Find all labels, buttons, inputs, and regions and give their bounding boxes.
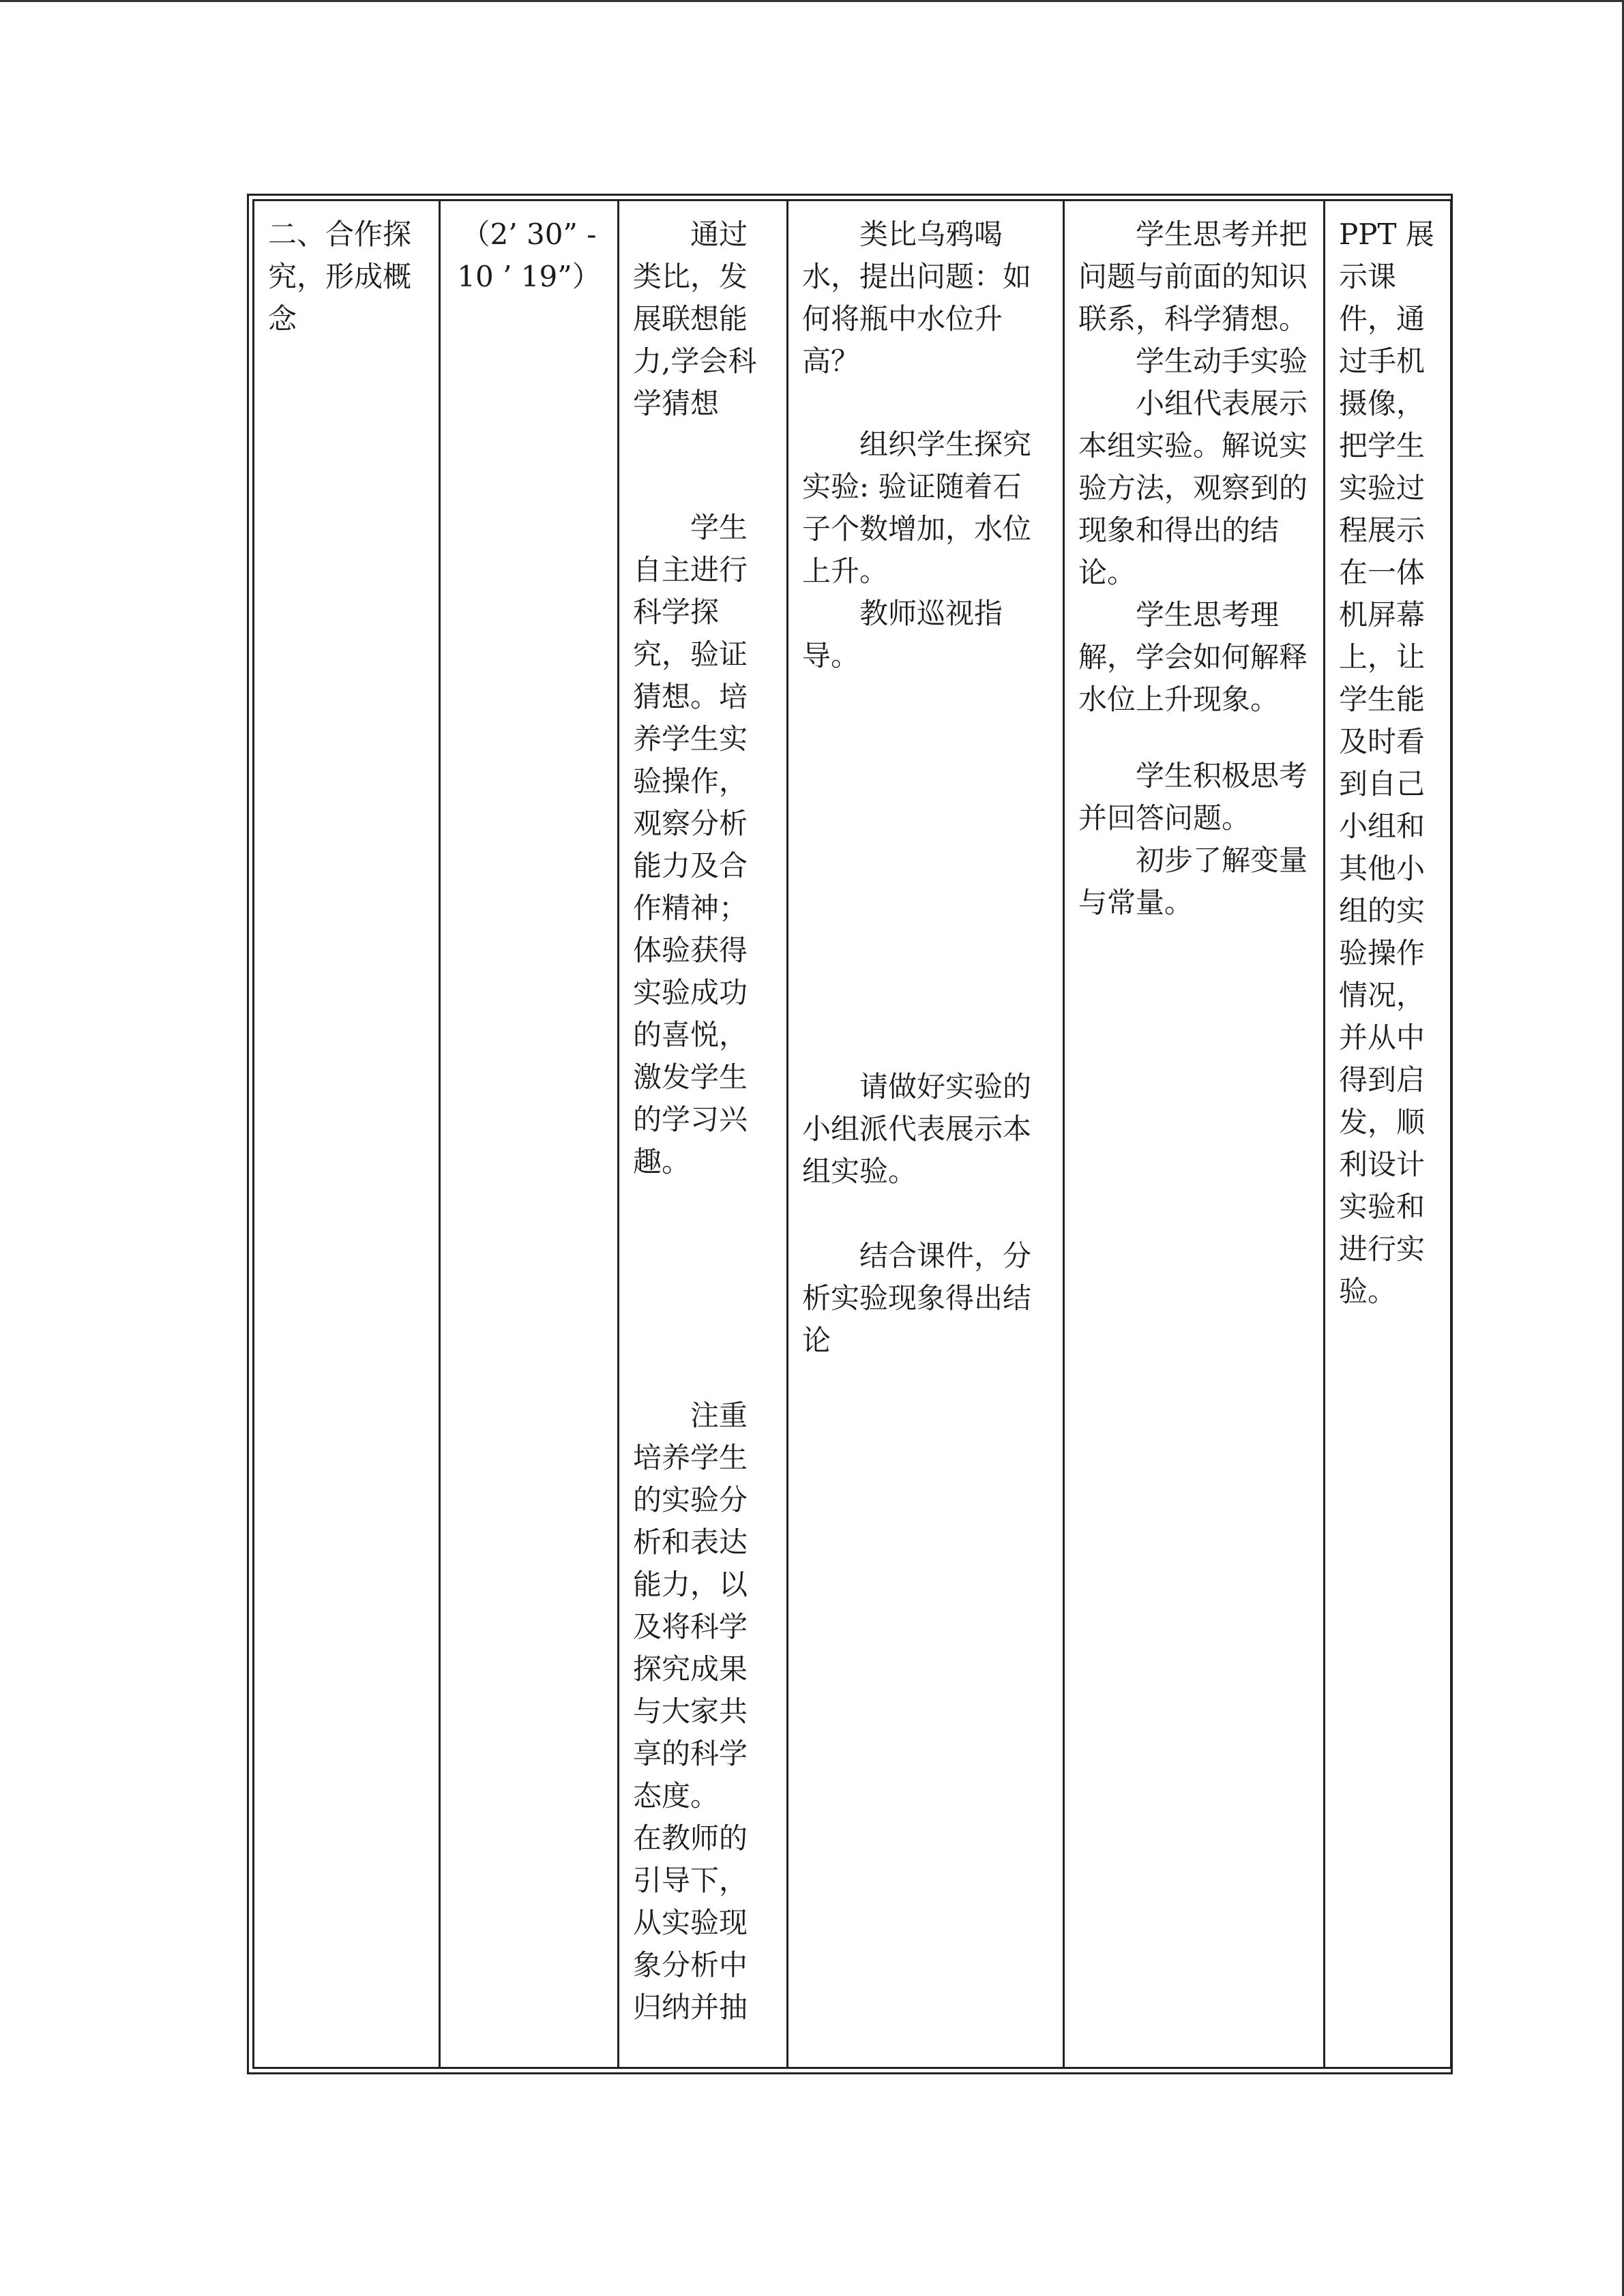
teacher-paragraph: 教师巡视指导。 bbox=[802, 597, 1003, 672]
teacher-paragraph: 组织学生探究实验: 验证随着石子个数增加，水位上升。 bbox=[802, 428, 1032, 588]
page-top-border bbox=[0, 0, 1624, 2]
intent-paragraph: 学生自主进行科学探究，验证猜想。培养学生实验操作，观察分析能力及合作精神；体验获得实验成功的喜悦，激发学生的学习兴趣。 bbox=[633, 511, 748, 1178]
student-activity-cell bbox=[1064, 200, 1325, 2068]
teacher-paragraph: 请做好实验的小组派代表展示本组实验。 bbox=[802, 1070, 1032, 1188]
intent-paragraph: 通过类比，发展联想能力,学会科学猜想 bbox=[633, 218, 757, 420]
intent-paragraph: 注重培养学生的实验分析和表达能力，以及将科学探究成果与大家共享的科学态度。 bbox=[633, 1399, 748, 1813]
student-paragraph: 初步了解变量与常量。 bbox=[1078, 844, 1308, 919]
student-paragraph: 学生积极思考并回答问题。 bbox=[1078, 759, 1308, 835]
stage-cell bbox=[254, 200, 440, 2068]
design-intent-cell bbox=[619, 200, 788, 2068]
media-text: PPT 展示课件，通过手机摄像，把学生实验过程展示在一体机屏幕上，让学生能及时看到自己小组和其他小组的实验操作情况，并从中得到启发，顺利设计实验和进行实验。 bbox=[1339, 218, 1434, 1308]
intent-paragraph: 在教师的引导下，从实验现象分析中归纳并抽 bbox=[633, 1821, 748, 2024]
lesson-table bbox=[252, 199, 1452, 2069]
lesson-plan-table bbox=[247, 194, 1453, 2074]
student-paragraph: 学生动手实验 bbox=[1136, 344, 1308, 378]
student-paragraph: 学生思考理解，学会如何解释水位上升现象。 bbox=[1078, 598, 1308, 716]
media-cell bbox=[1325, 200, 1451, 2068]
time-text: （2’ 30” - 10 ’ 19”） bbox=[457, 218, 601, 293]
teacher-paragraph: 类比乌鸦喝水，提出问题：如何将瓶中水位升高？ bbox=[802, 218, 1032, 378]
student-paragraph: 小组代表展示本组实验。解说实验方法，观察到的现象和得出的结论。 bbox=[1078, 387, 1308, 589]
teacher-paragraph: 结合课件，分析实验现象得出结论 bbox=[802, 1239, 1032, 1357]
table-row bbox=[254, 200, 1451, 2068]
time-cell bbox=[440, 200, 619, 2068]
stage-text: 二、合作探究，形成概念 bbox=[268, 218, 412, 336]
teacher-activity-cell bbox=[788, 200, 1064, 2068]
student-paragraph: 学生思考并把问题与前面的知识联系，科学猜想。 bbox=[1078, 218, 1308, 336]
